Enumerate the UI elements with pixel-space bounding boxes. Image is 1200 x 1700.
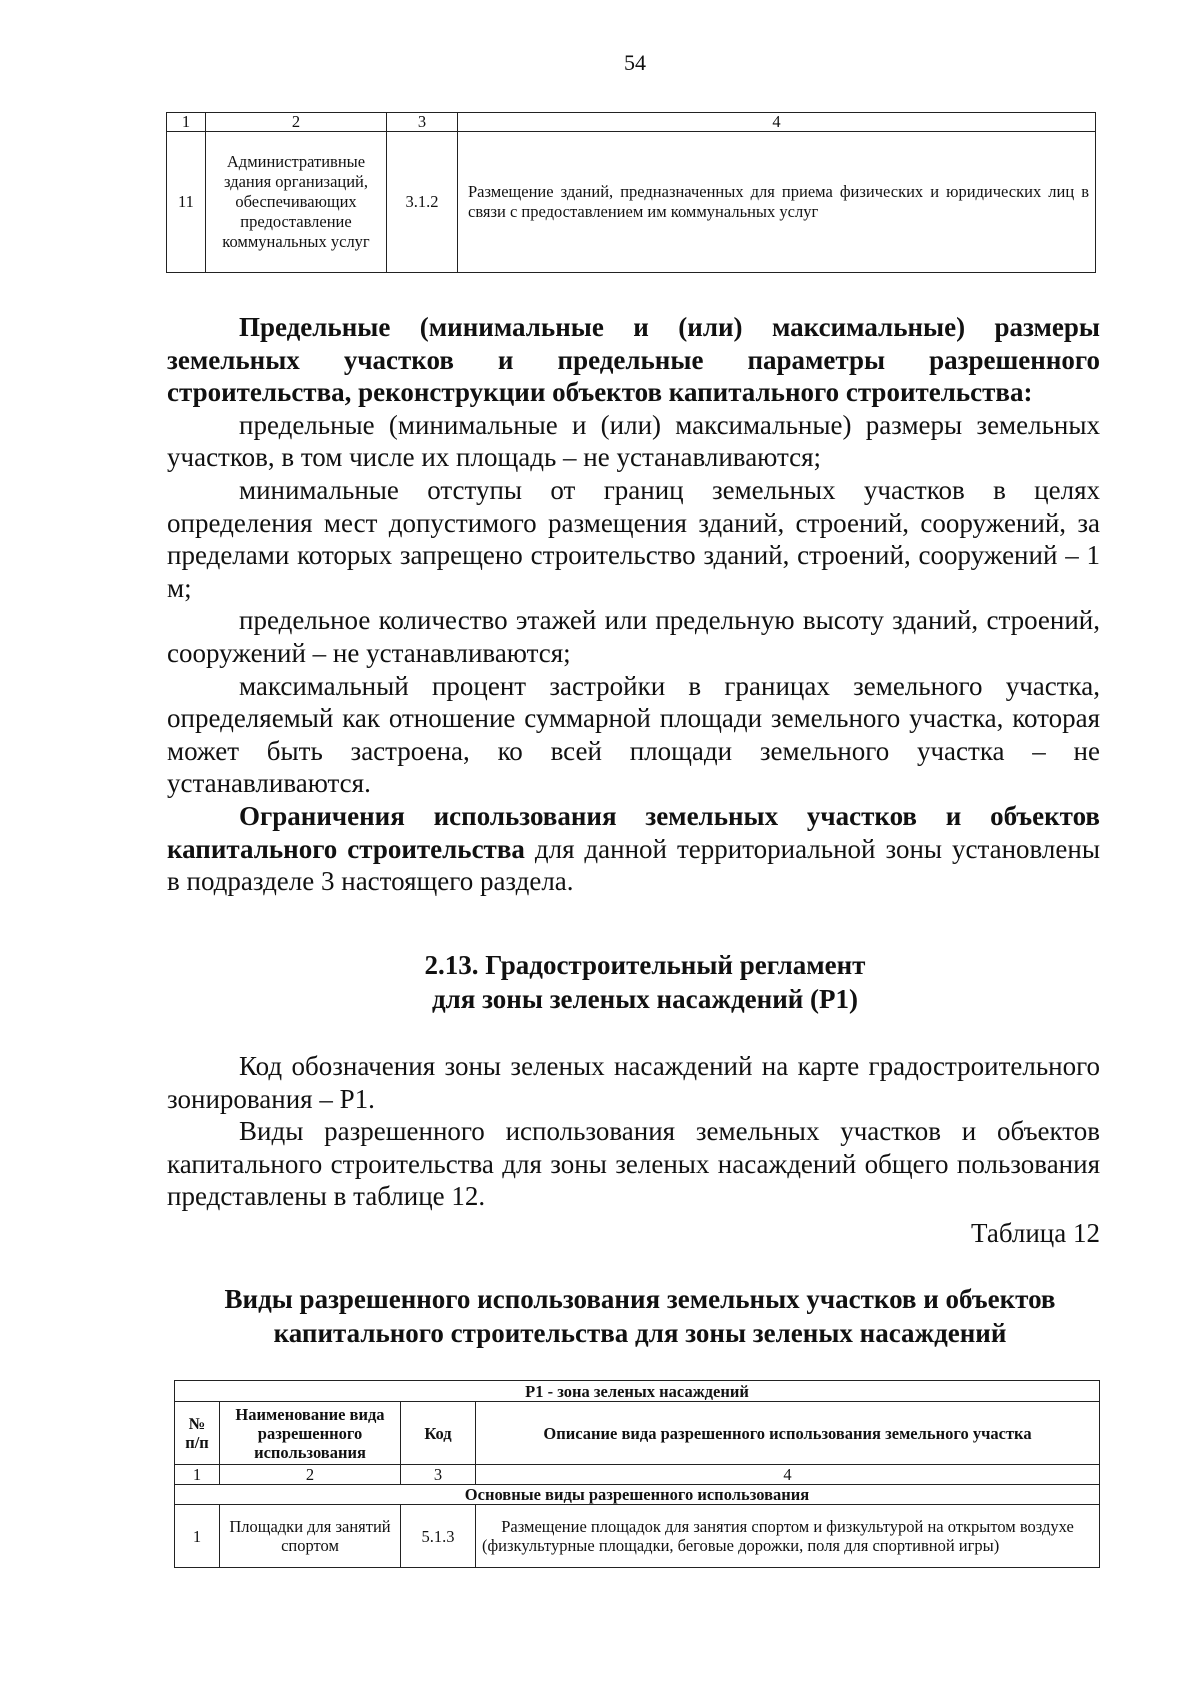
zone-header: Р1 - зона зеленых насаждений: [175, 1381, 1100, 1402]
restrictions-paragraph: [167, 800, 1100, 898]
index-cell: 4: [476, 1465, 1100, 1485]
header-cell: 4: [458, 113, 1096, 132]
group-header-row: [175, 1485, 1100, 1505]
table-header-row: [167, 113, 1096, 132]
col-num-header: № п/п: [175, 1402, 220, 1465]
permitted-use-table: [174, 1380, 1100, 1568]
continuation-table: [166, 112, 1096, 273]
index-cell: 2: [220, 1465, 401, 1485]
header-cell: 3: [387, 113, 458, 132]
row-code: 3.1.2: [387, 132, 458, 273]
paragraph: минимальные отступы от границ земельных участков в целях определения мест допустимого размещения зданий, строений, сооружений, за пределами которых запрещено строительство зданий, строений, сооружений – 1 м;: [167, 474, 1100, 603]
paragraph: предельные (минимальные и (или) максимальные) размеры земельных участков, в том числе их площадь – не устанавливаются;: [167, 409, 1100, 473]
col-desc-header: Описание вида разрешенного использования земельного участка: [476, 1402, 1100, 1465]
header-cell: 1: [167, 113, 206, 132]
table-title: Виды разрешенного использования земельных участков и объектов капитального строительства для зоны зеленых насаждений: [224, 1284, 1056, 1348]
header-cell: 2: [206, 113, 387, 132]
section-title: Предельные (минимальные и (или) максимальные) размеры земельных участков и предельные параметры разрешенного строительства, реконструкции объектов капитального строительства:: [167, 312, 1100, 408]
row-number: 1: [175, 1505, 220, 1568]
paragraph: Код обозначения зоны зеленых насаждений на карте градостроительного зонирования – Р1.: [167, 1051, 1100, 1114]
section-zone-text: [167, 1050, 1100, 1213]
restrictions-bold: Ограничения использования земельных участков и объектов капитального строительства: [167, 800, 1100, 864]
column-header-row: [175, 1402, 1100, 1465]
paragraph: максимальный процент застройки в границах земельного участка, определяемый как отношение суммарной площади земельного участка, которая может быть застроена, ко всей площади земельного участка – не устанавливаются.: [167, 670, 1100, 799]
index-row: [175, 1465, 1100, 1485]
paragraph: предельное количество этажей или предельную высоту зданий, строений, сооружений – не устанавливаются;: [167, 605, 1100, 668]
index-cell: 3: [401, 1465, 476, 1485]
heading-line: для зоны зеленых насаждений (Р1): [431, 984, 859, 1014]
row-description: Размещение площадок для занятия спортом и физкультурой на открытом воздухе (физкультурные площадки, беговые дорожки, поля для спортивной игры): [476, 1505, 1100, 1568]
row-name: Административные здания организаций, обеспечивающих предоставление коммунальных услуг: [206, 132, 387, 273]
section-heading: [300, 948, 990, 1016]
page-number: 54: [624, 50, 646, 75]
row-code: 5.1.3: [401, 1505, 476, 1568]
restrictions-rest: для данной территориальной зоны установлены в подразделе 3 настоящего раздела.: [167, 833, 1100, 897]
paragraph: Виды разрешенного использования земельных участков и объектов капитального строительства для зоны зеленых насаждений общего пользования представлены в таблице 12.: [167, 1116, 1100, 1212]
row-description: Размещение зданий, предназначенных для приема физических и юридических лиц в связи с предоставлением им коммунальных услуг: [458, 132, 1096, 273]
table-label: Таблица 12: [971, 1218, 1100, 1248]
row-name: Площадки для занятий спортом: [220, 1505, 401, 1568]
group-header: Основные виды разрешенного использования: [175, 1485, 1100, 1505]
table-row: [167, 132, 1096, 273]
table-row: [175, 1505, 1100, 1568]
row-number: 11: [167, 132, 206, 273]
index-cell: 1: [175, 1465, 220, 1485]
col-code-header: Код: [401, 1402, 476, 1465]
heading-line: 2.13. Градостроительный регламент: [424, 950, 866, 980]
col-name-header: Наименование вида разрешенного использования: [220, 1402, 401, 1465]
section-limits: [167, 311, 1100, 898]
zone-header-row: [175, 1381, 1100, 1402]
